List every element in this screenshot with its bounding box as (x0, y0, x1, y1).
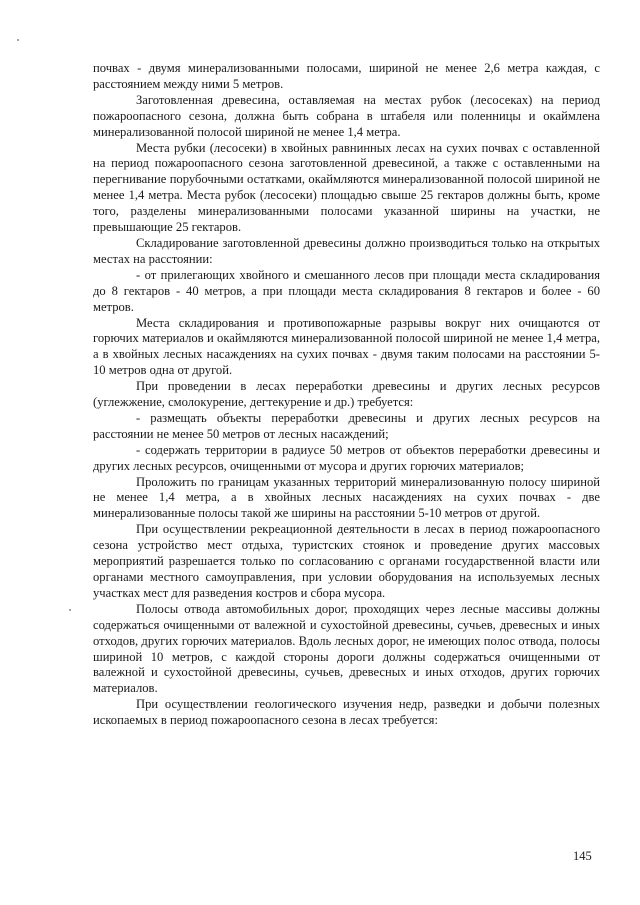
paragraph: При проведении в лесах переработки древесины и других лесных ресурсов (углежжение, смолокурение, дегтекурение и др.) требуется: (93, 379, 600, 410)
paragraph: Складирование заготовленной древесины должно производиться только на открытых местах на расстоянии: (93, 235, 600, 266)
document-body (93, 61, 600, 729)
paragraph: Полосы отвода автомобильных дорог, проходящих через лесные массивы должны содержаться очищенными от валежной и сухостойной древесины, сучьев, древесных и иных отходов, других горючих материалов. Вдоль лесных дорог, не имеющих полос отвода, полосы шириной 10 метров, с каждой стороны дороги должны содержаться очищенными от валежной и сухостойной древесины, сучьев, древесных и иных отходов, других горючих материалов. (93, 601, 600, 696)
list-item: - от прилегающих хвойного и смешанного лесов при площади места складирования до 8 гектаров - 40 метров, а при площади места складирования 8 гектаров и более - 60 метров. (93, 267, 600, 314)
paragraph: Места складирования и противопожарные разрывы вокруг них очищаются от горючих материалов и окаймляются минерализованной полосой шириной не менее 1,4 метра, а в хвойных лесных насаждениях на сухих почвах - двумя таким полосами на расстоянии 5-10 метров одна от другой. (93, 315, 600, 378)
paragraph: Проложить по границам указанных территорий минерализованную полосу шириной не менее 1,4 метра, а в хвойных лесных насаждениях на сухих почвах - две минерализованные полосы такой же ширины на расстоянии 5-10 метров от другой. (93, 474, 600, 521)
scan-speck (17, 39, 19, 41)
paragraph: Заготовленная древесина, оставляемая на местах рубок (лесосеках) на период пожароопасного сезона, должна быть собрана в штабеля или поленницы и окаймлена минерализованной полосой шириной не менее 1,4 метра. (93, 92, 600, 139)
page-number: 145 (573, 849, 592, 863)
list-item: - размещать объекты переработки древесины и других лесных ресурсов на расстоянии не менее 50 метров от лесных насаждений; (93, 410, 600, 441)
paragraph: При осуществлении рекреационной деятельности в лесах в период пожароопасного сезона устройство мест отдыха, туристских стоянок и проведение других массовых мероприятий разрешается только по согласованию с органами государственной власти или органами местного самоуправления, при условии оборудования на используемых лесных участках мест для разведения костров и сбора мусора. (93, 522, 600, 600)
list-item: - содержать территории в радиусе 50 метров от объектов переработки древесины и других лесных ресурсов, очищенными от мусора и других горючих материалов; (93, 442, 600, 473)
paragraph: Места рубки (лесосеки) в хвойных равнинных лесах на сухих почвах с оставленной на период пожароопасного сезона заготовленной древесиной, а также с оставленными на перегнивание порубочными остатками, окаймляются минерализованной полосой шириной не менее 1,4 метра. Места рубок (лесосеки) площадью свыше 25 гектаров должны быть, кроме того, разделены минерализованными полосами указанной ширины на участки, не превышающие 25 гектаров. (93, 140, 600, 235)
paragraph: почвах - двумя минерализованными полосами, шириной не менее 2,6 метра каждая, с расстоянием между ними 5 метров. (93, 61, 600, 91)
scan-speck (69, 609, 71, 611)
paragraph: При осуществлении геологического изучения недр, разведки и добычи полезных ископаемых в период пожароопасного сезона в лесах требуется: (93, 697, 600, 728)
